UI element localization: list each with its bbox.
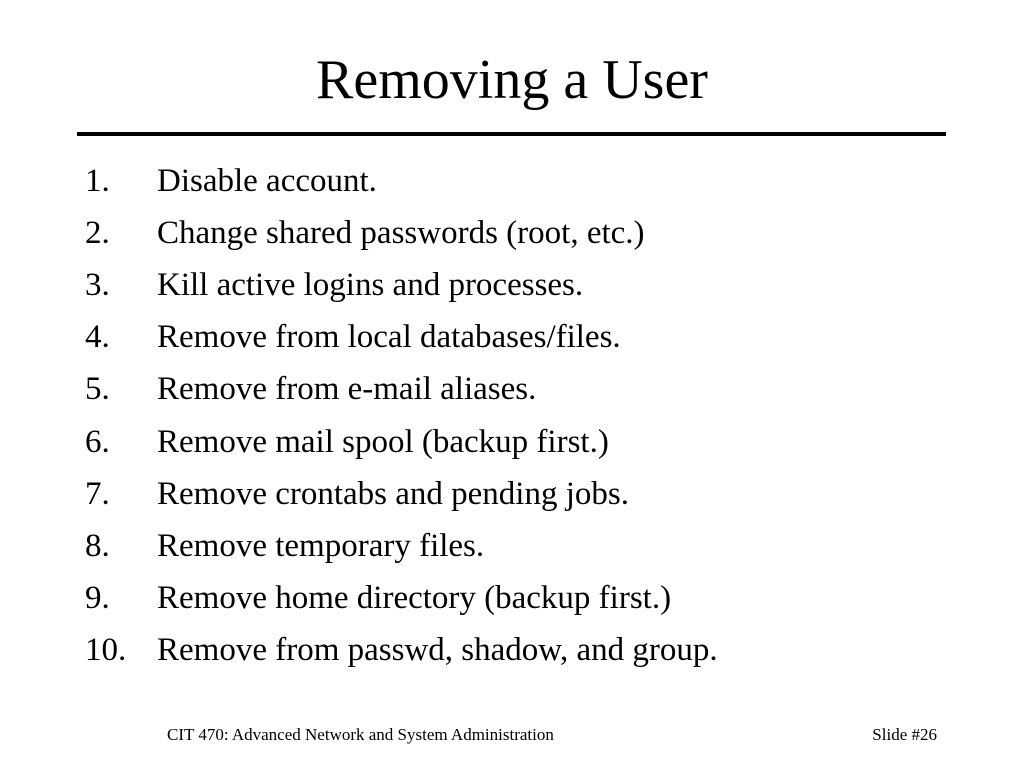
step-number: 3. (85, 266, 110, 303)
step-number: 6. (85, 423, 110, 460)
step-text: Remove from e-mail aliases. (157, 371, 537, 408)
list-item (85, 520, 718, 572)
step-text: Remove home directory (backup first.) (157, 580, 672, 617)
step-text: Remove crontabs and pending jobs. (157, 475, 629, 512)
steps-list (85, 155, 718, 677)
step-number: 2. (85, 214, 110, 251)
list-item (85, 207, 718, 259)
list-item (85, 312, 718, 364)
step-number: 9. (85, 580, 110, 617)
step-number: 1. (85, 162, 110, 199)
list-item (85, 416, 718, 468)
step-text: Remove temporary files. (157, 527, 485, 564)
step-number: 4. (85, 319, 110, 356)
list-item (85, 573, 718, 625)
step-text: Remove mail spool (backup first.) (157, 423, 609, 460)
step-number: 7. (85, 475, 110, 512)
list-item (85, 155, 718, 207)
step-number: 5. (85, 371, 110, 408)
step-text: Change shared passwords (root, etc.) (157, 214, 645, 251)
step-text: Kill active logins and processes. (157, 266, 584, 303)
list-item (85, 625, 718, 677)
title-divider (77, 132, 946, 136)
slide-title: Removing a User (316, 49, 708, 111)
footer-slide-number: Slide #26 (872, 725, 937, 744)
footer-course-title: CIT 470: Advanced Network and System Administration (167, 725, 554, 744)
step-number: 8. (85, 527, 110, 564)
step-text: Remove from local databases/files. (157, 319, 621, 356)
list-item (85, 259, 718, 311)
list-item (85, 364, 718, 416)
step-text: Remove from passwd, shadow, and group. (157, 632, 718, 669)
step-number: 10. (85, 632, 127, 669)
list-item (85, 468, 718, 520)
step-text: Disable account. (157, 162, 377, 199)
